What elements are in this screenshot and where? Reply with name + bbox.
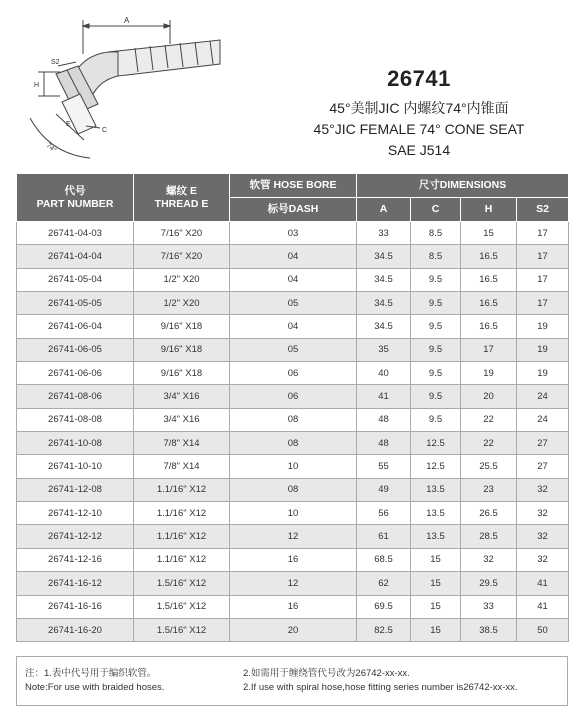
- cell-h: 16.5: [461, 315, 517, 338]
- cell-part: 26741-04-04: [17, 245, 134, 268]
- cell-h: 22: [461, 408, 517, 431]
- cell-thread: 7/16" X20: [134, 222, 230, 245]
- table-row: [17, 478, 569, 501]
- cell-h: 28.5: [461, 525, 517, 548]
- cell-a: 34.5: [357, 268, 411, 291]
- cell-s2: 32: [517, 478, 569, 501]
- cell-s2: 50: [517, 618, 569, 641]
- header-part-cn: 代号: [64, 184, 86, 197]
- cell-h: 26.5: [461, 502, 517, 525]
- cell-part: 26741-12-12: [17, 525, 134, 548]
- cell-part: 26741-04-03: [17, 222, 134, 245]
- header-dash: 标号DASH: [230, 198, 357, 222]
- cell-dash: 04: [230, 315, 357, 338]
- cell-thread: 1.5/16" X12: [134, 572, 230, 595]
- cell-a: 68.5: [357, 548, 411, 571]
- cell-thread: 7/8" X14: [134, 455, 230, 478]
- fitting-drawing: [20, 14, 240, 164]
- cell-a: 34.5: [357, 315, 411, 338]
- cell-dash: 03: [230, 222, 357, 245]
- table-row: [17, 245, 569, 268]
- cell-c: 9.5: [411, 385, 461, 408]
- note-2-cn: 2.如需用于缠绕管代号改为26742-xx-xx.: [243, 668, 410, 679]
- spec-table: [16, 173, 569, 642]
- cell-part: 26741-12-10: [17, 502, 134, 525]
- header-part-number: [17, 174, 134, 222]
- cell-h: 17: [461, 338, 517, 361]
- cell-h: 20: [461, 385, 517, 408]
- cell-c: 12.5: [411, 455, 461, 478]
- cell-a: 69.5: [357, 595, 411, 618]
- cell-part: 26741-12-16: [17, 548, 134, 571]
- cell-dash: 10: [230, 455, 357, 478]
- note-1-en: Note:For use with braided hoses.: [25, 682, 165, 693]
- cell-h: 16.5: [461, 292, 517, 315]
- table-row: [17, 222, 569, 245]
- cell-thread: 1.1/16" X12: [134, 478, 230, 501]
- cell-a: 35: [357, 338, 411, 361]
- cell-c: 15: [411, 572, 461, 595]
- cell-a: 48: [357, 432, 411, 455]
- table-row: [17, 502, 569, 525]
- cell-h: 16.5: [461, 245, 517, 268]
- cell-dash: 08: [230, 478, 357, 501]
- table-row: [17, 595, 569, 618]
- cell-h: 32: [461, 548, 517, 571]
- cell-thread: 9/16" X18: [134, 362, 230, 385]
- cell-thread: 9/16" X18: [134, 315, 230, 338]
- header-hose-bore: 软管 HOSE BORE: [230, 174, 357, 198]
- cell-dash: 12: [230, 525, 357, 548]
- table-row: [17, 315, 569, 338]
- cell-thread: 3/4" X16: [134, 385, 230, 408]
- cell-h: 38.5: [461, 618, 517, 641]
- table-row: [17, 455, 569, 478]
- cell-dash: 20: [230, 618, 357, 641]
- table-row: [17, 385, 569, 408]
- cell-a: 49: [357, 478, 411, 501]
- cell-a: 34.5: [357, 292, 411, 315]
- cell-c: 8.5: [411, 222, 461, 245]
- cell-a: 41: [357, 385, 411, 408]
- cell-thread: 1.1/16" X12: [134, 502, 230, 525]
- dim-s2-label: S2: [51, 59, 60, 66]
- cell-h: 33: [461, 595, 517, 618]
- cell-h: 15: [461, 222, 517, 245]
- cell-h: 19: [461, 362, 517, 385]
- cell-dash: 08: [230, 408, 357, 431]
- cell-dash: 16: [230, 548, 357, 571]
- header-thread-cn: 螺纹 E: [166, 184, 197, 197]
- cell-part: 26741-12-08: [17, 478, 134, 501]
- cell-thread: 7/16" X20: [134, 245, 230, 268]
- cell-h: 23: [461, 478, 517, 501]
- cell-h: 22: [461, 432, 517, 455]
- note-2-en: 2.If use with spiral hose,hose fitting series number is26742-xx-xx.: [243, 682, 518, 693]
- cell-part: 26741-10-08: [17, 432, 134, 455]
- header-thread-en: THREAD E: [154, 197, 209, 210]
- header-s2: S2: [517, 198, 569, 222]
- cell-s2: 41: [517, 572, 569, 595]
- title-block: [269, 66, 569, 161]
- cell-s2: 32: [517, 548, 569, 571]
- cell-dash: 04: [230, 245, 357, 268]
- notes-box: [16, 656, 568, 706]
- cell-h: 16.5: [461, 268, 517, 291]
- cell-dash: 16: [230, 595, 357, 618]
- cell-s2: 19: [517, 362, 569, 385]
- cell-dash: 05: [230, 338, 357, 361]
- cell-thread: 3/4" X16: [134, 408, 230, 431]
- cell-part: 26741-06-04: [17, 315, 134, 338]
- cell-thread: 7/8" X14: [134, 432, 230, 455]
- dim-h-label: H: [34, 82, 40, 89]
- cell-part: 26741-16-20: [17, 618, 134, 641]
- model-number: 26741: [387, 66, 451, 91]
- table-row: [17, 408, 569, 431]
- cell-thread: 1.1/16" X12: [134, 525, 230, 548]
- cell-c: 9.5: [411, 408, 461, 431]
- cell-part: 26741-06-05: [17, 338, 134, 361]
- header-dimensions: 尺寸DIMENSIONS: [357, 174, 569, 198]
- cell-c: 15: [411, 595, 461, 618]
- cell-a: 62: [357, 572, 411, 595]
- header-a: A: [357, 198, 411, 222]
- cell-s2: 41: [517, 595, 569, 618]
- table-row: [17, 362, 569, 385]
- angle-label: 74°: [44, 142, 58, 155]
- cell-s2: 17: [517, 245, 569, 268]
- cell-thread: 1/2" X20: [134, 292, 230, 315]
- cell-s2: 32: [517, 525, 569, 548]
- cell-s2: 27: [517, 432, 569, 455]
- cell-c: 9.5: [411, 338, 461, 361]
- cell-thread: 1.1/16" X12: [134, 548, 230, 571]
- dim-c-label: C: [102, 127, 108, 134]
- cell-h: 29.5: [461, 572, 517, 595]
- cell-dash: 10: [230, 502, 357, 525]
- cell-s2: 32: [517, 502, 569, 525]
- cell-c: 9.5: [411, 315, 461, 338]
- title-chinese: 45°美制JIC 内螺纹74°内锥面: [329, 100, 509, 116]
- note-left: [25, 667, 164, 695]
- table-row: [17, 525, 569, 548]
- cell-part: 26741-05-04: [17, 268, 134, 291]
- cell-a: 55: [357, 455, 411, 478]
- cell-s2: 17: [517, 268, 569, 291]
- cell-c: 13.5: [411, 478, 461, 501]
- cell-dash: 06: [230, 362, 357, 385]
- cell-part: 26741-16-12: [17, 572, 134, 595]
- cell-part: 26741-06-06: [17, 362, 134, 385]
- cell-s2: 17: [517, 222, 569, 245]
- cell-thread: 1.5/16" X12: [134, 618, 230, 641]
- dim-a-label: A: [124, 16, 130, 25]
- cell-a: 82.5: [357, 618, 411, 641]
- header-c: C: [411, 198, 461, 222]
- cell-thread: 1/2" X20: [134, 268, 230, 291]
- cell-s2: 24: [517, 408, 569, 431]
- cell-a: 33: [357, 222, 411, 245]
- cell-part: 26741-10-10: [17, 455, 134, 478]
- cell-c: 15: [411, 618, 461, 641]
- note-right: [243, 667, 518, 695]
- cell-c: 13.5: [411, 525, 461, 548]
- note-1-cn: 注：1.表中代号用于编织软管。: [25, 668, 157, 679]
- table-row: [17, 618, 569, 641]
- cell-a: 40: [357, 362, 411, 385]
- cell-part: 26741-08-06: [17, 385, 134, 408]
- table-row: [17, 432, 569, 455]
- cell-part: 26741-05-05: [17, 292, 134, 315]
- cell-c: 12.5: [411, 432, 461, 455]
- header-part-en: PART NUMBER: [36, 197, 114, 210]
- table-row: [17, 292, 569, 315]
- table-row: [17, 338, 569, 361]
- dim-e-label: E: [66, 121, 71, 128]
- cell-thread: 1.5/16" X12: [134, 595, 230, 618]
- cell-part: 26741-08-08: [17, 408, 134, 431]
- cell-c: 13.5: [411, 502, 461, 525]
- cell-dash: 08: [230, 432, 357, 455]
- cell-c: 9.5: [411, 292, 461, 315]
- cell-dash: 04: [230, 268, 357, 291]
- standard-label: SAE J514: [387, 142, 451, 158]
- cell-dash: 06: [230, 385, 357, 408]
- header-h: H: [461, 198, 517, 222]
- cell-a: 34.5: [357, 245, 411, 268]
- header-thread: [134, 174, 230, 222]
- cell-h: 25.5: [461, 455, 517, 478]
- cell-a: 61: [357, 525, 411, 548]
- cell-s2: 17: [517, 292, 569, 315]
- table-row: [17, 572, 569, 595]
- cell-dash: 05: [230, 292, 357, 315]
- cell-s2: 19: [517, 315, 569, 338]
- cell-c: 15: [411, 548, 461, 571]
- cell-c: 9.5: [411, 268, 461, 291]
- cell-s2: 27: [517, 455, 569, 478]
- table-row: [17, 268, 569, 291]
- cell-c: 8.5: [411, 245, 461, 268]
- cell-a: 56: [357, 502, 411, 525]
- cell-dash: 12: [230, 572, 357, 595]
- cell-c: 9.5: [411, 362, 461, 385]
- cell-s2: 19: [517, 338, 569, 361]
- cell-a: 48: [357, 408, 411, 431]
- title-english: 45°JIC FEMALE 74° CONE SEAT: [313, 121, 525, 137]
- cell-s2: 24: [517, 385, 569, 408]
- table-row: [17, 548, 569, 571]
- cell-thread: 9/16" X18: [134, 338, 230, 361]
- cell-part: 26741-16-16: [17, 595, 134, 618]
